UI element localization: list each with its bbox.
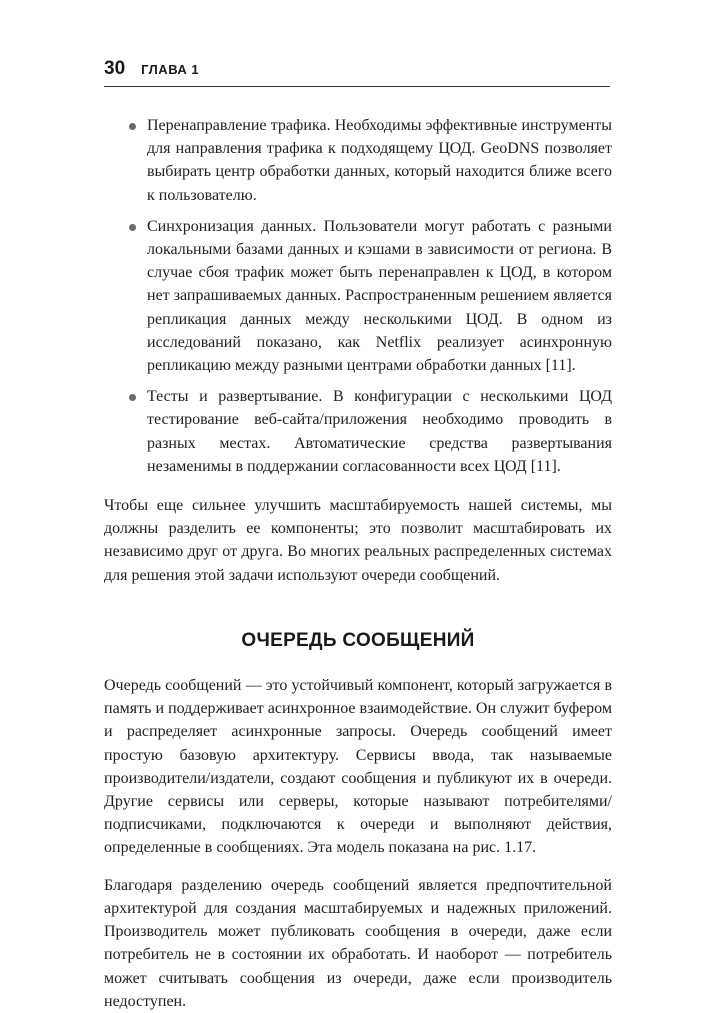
paragraph-queue-intro: Очередь сообщений — это устойчивый компонент, который загружается в память и поддерживает асинхронное взаимодействие. Он служит буфером и распределяет асинхронные запросы. Очередь сообщений имеет простую базовую архитектуру. Сервисы ввода, так называемые производители/издатели, создают сообщения и публикуют их в очереди. Другие сервисы или серверы, которые называют потребителями/подписчиками, подключаются к очереди и выполняют действия, определенные в сообщениях. Эта модель показана на рис. 1.17.	[104, 677, 612, 857]
page-header	[104, 58, 610, 80]
section-title: ОЧЕРЕДЬ СООБЩЕНИЙ	[241, 629, 475, 651]
paragraph-queue-benefit: Благодаря разделению очередь сообщений является предпочтительной архитектурой для создания масштабируемых и надежных приложений. Производитель может публиковать сообщения в очереди, даже если потребитель не в состоянии их обработать. И наоборот — потребитель может считывать сообщения из очереди, даже если производитель недоступен.	[104, 876, 612, 1010]
bullet-icon	[129, 123, 136, 130]
page-number: 30	[104, 58, 126, 79]
page-body	[104, 114, 612, 1013]
bullet-text: Тесты и развертывание. В конфигурации с несколькими ЦОД тестирование веб-сайта/приложения необходимо проводить в разных местах. Автоматические средства развертывания незаменимы в поддержании согласованности всех ЦОД [11].	[147, 388, 612, 475]
header-divider	[104, 86, 610, 87]
list-item	[104, 114, 612, 207]
bullet-icon	[129, 394, 136, 401]
list-item	[104, 215, 612, 377]
list-item	[104, 385, 612, 478]
bullet-list	[104, 114, 612, 478]
bullet-text: Синхронизация данных. Пользователи могут работать с разными локальными базами данных и кэшами в зависимости от региона. В случае сбоя трафик может быть перенаправлен к ЦОД, в котором нет запрашиваемых данных. Распространенным решением является репликация данных между несколькими ЦОД. В одном из исследований показано, как Netflix реализует асинхронную репликацию между разными центрами обработки данных [11].	[147, 217, 612, 375]
bullet-icon	[129, 224, 136, 231]
bullet-text: Перенаправление трафика. Необходимы эффективные инструменты для направления трафика к подходящему ЦОД. GeoDNS позволяет выбирать центр обработки данных, который находится ближе всего к пользователю.	[147, 117, 612, 204]
chapter-label: ГЛАВА 1	[141, 62, 200, 77]
paragraph-scaling: Чтобы еще сильнее улучшить масштабируемость нашей системы, мы должны разделить ее компоненты; это позволит масштабировать их независимо друг от друга. Во многих реальных распределенных системах для решения этой задачи используют очереди сообщений.	[104, 497, 612, 584]
